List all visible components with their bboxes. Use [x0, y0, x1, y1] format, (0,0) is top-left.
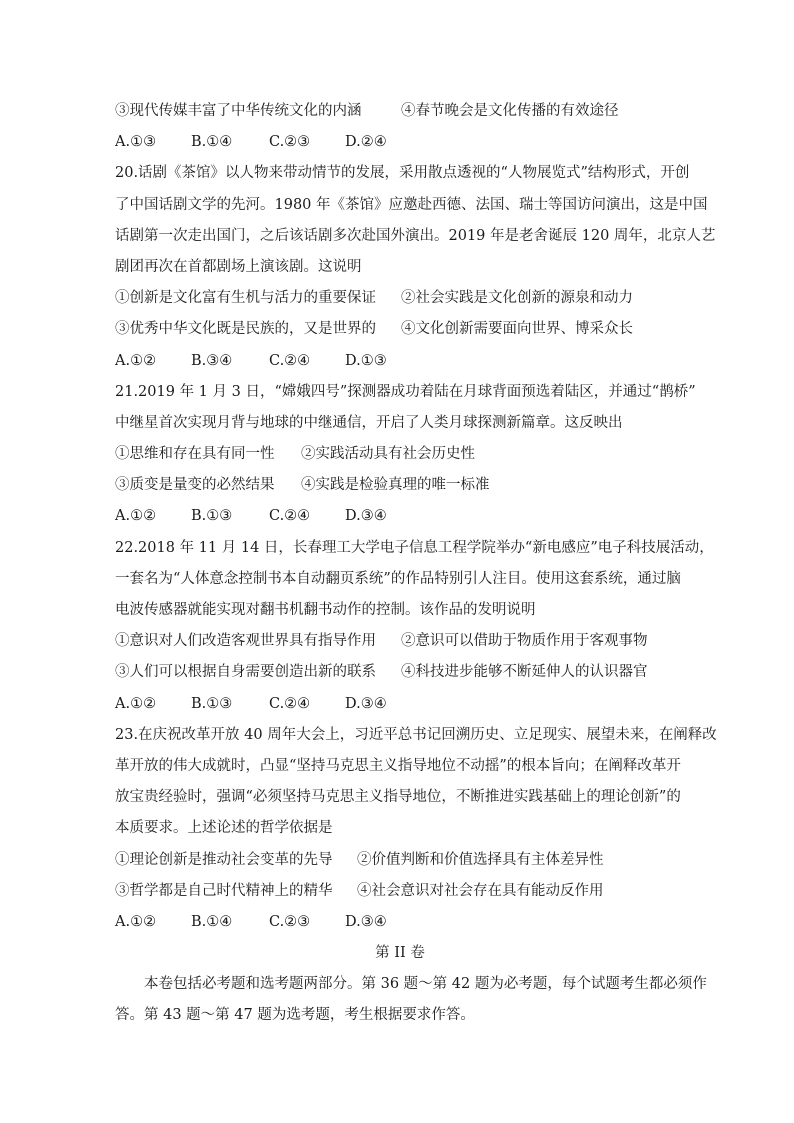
question-text-line: 中继星首次实现月背与地球的中继通信，开启了人类月球探测新篇章。这反映出: [115, 414, 623, 431]
statement-row: [115, 439, 685, 470]
question-text-line: 革开放的伟大成就时，凸显“坚持马克思主义指导地位不动摇”的根本旨向；在阐释改革开: [115, 757, 681, 774]
answer-options: [115, 907, 685, 938]
question-text-line: 一套名为“人体意念控制书本自动翻页系统”的作品特别引人注目。使用这套系统，通过脑: [115, 570, 681, 587]
question-text-line: 了中国话剧文学的先河。1980 年《茶馆》应邀赴西德、法国、瑞士等国访问演出，这是中国: [115, 196, 708, 213]
section-2: [115, 938, 707, 1032]
option-c: C.②④: [269, 352, 311, 369]
option-a: A.①②: [115, 352, 157, 369]
option-a: A.①②: [115, 913, 157, 930]
section-intro-line: 本卷包括必考题和选考题两部分。第 36 题～第 42 题为必考题，每个试题考生都必须作: [144, 976, 707, 993]
statement-4: ④文化创新需要面向世界、博采众长: [401, 321, 633, 338]
question-text-line: 23.在庆祝改革开放 40 周年大会上，习近平总书记回溯历史、立足现实、展望未来，在阐释改: [115, 726, 717, 743]
answer-options: [115, 501, 685, 532]
option-a: A.①③: [115, 134, 157, 151]
statement-4: ④科技进步能够不断延伸人的认识器官: [401, 664, 648, 681]
question-text-line: 22.2018 年 11 月 14 日，长春理工大学电子信息工程学院举办“新电感应”电子科技展活动，: [115, 539, 714, 556]
statement-1: ①理论创新是推动社会变革的先导: [115, 851, 333, 868]
statement-row: [115, 314, 685, 345]
question-text-line: 电波传感器就能实现对翻书机翻书动作的控制。该作品的发明说明: [115, 602, 536, 618]
question-23: [115, 720, 717, 938]
option-c: C.②③: [269, 913, 311, 930]
answer-options: [115, 346, 685, 377]
question-text-line: 放宝贵经验时，强调“必须坚持马克思主义指导地位，不断推进实践基础上的理论创新”的: [115, 789, 681, 806]
option-d: D.③④: [345, 508, 387, 525]
answer-options: [115, 127, 685, 158]
option-c: C.②④: [269, 695, 311, 712]
statement-3: ③哲学都是自己时代精神上的精华: [115, 882, 333, 899]
option-d: D.③④: [345, 913, 387, 930]
statement-3: ③优秀中华文化既是民族的，又是世界的: [115, 321, 376, 338]
statement-1: ①思维和存在具有同一性: [115, 446, 275, 463]
statement-row: [115, 96, 685, 127]
question-text-line: 剧团再次在首都剧场上演该剧。这说明: [115, 258, 362, 275]
option-b: B.③④: [191, 352, 233, 369]
statement-3: ③现代传媒丰富了中华传统文化的内涵: [115, 103, 362, 119]
answer-options: [115, 689, 685, 720]
statement-row: [115, 876, 685, 907]
question-21: [115, 377, 696, 533]
option-c: C.②④: [269, 508, 311, 525]
statement-row: [115, 626, 685, 657]
statement-row: [115, 283, 685, 314]
option-b: B.①④: [191, 913, 233, 930]
statement-4: ④社会意识对社会存在具有能动反作用: [357, 882, 604, 899]
statement-row: [115, 470, 685, 501]
option-a: A.①②: [115, 508, 157, 525]
statement-2: ②社会实践是文化创新的源泉和动力: [401, 290, 633, 307]
exam-page: [115, 96, 717, 1032]
statement-1: ①意识对人们改造客观世界具有指导作用: [115, 633, 376, 650]
statement-row: [115, 657, 685, 688]
statement-2: ②价值判断和价值选择具有主体差异性: [357, 851, 604, 868]
option-b: B.①④: [191, 134, 233, 151]
statement-3: ③质变是量变的必然结果: [115, 477, 275, 494]
section-title: 第 II 卷: [375, 945, 425, 962]
statement-2: ②实践活动具有社会历史性: [301, 446, 475, 463]
statement-4: ④春节晚会是文化传播的有效途径: [401, 103, 619, 119]
option-d: D.③④: [345, 695, 387, 712]
section-intro-line: 答。第 43 题～第 47 题为选考题，考生根据要求作答。: [115, 1007, 475, 1024]
statement-3: ③人们可以根据自身需要创造出新的联系: [115, 664, 376, 681]
statement-1: ①创新是文化富有生机与活力的重要保证: [115, 290, 376, 307]
question-22: [115, 533, 714, 720]
question-text-line: 本质要求。上述论述的哲学依据是: [115, 820, 333, 837]
statement-2: ②意识可以借助于物质作用于客观事物: [401, 633, 648, 650]
option-d: D.①③: [345, 352, 387, 369]
option-d: D.②④: [345, 134, 387, 151]
option-b: B.①③: [191, 508, 233, 525]
option-c: C.②③: [269, 134, 311, 151]
question-text-line: 话剧第一次走出国门，之后该话剧多次赴国外演出。2019 年是老舍诞辰 120 周年，北京人艺: [115, 227, 716, 244]
question-text-line: 21.2019 年 1 月 3 日，“嫦娥四号”探测器成功着陆在月球背面预选着陆区，并通过“鹊桥”: [115, 383, 696, 400]
option-a: A.①②: [115, 695, 157, 712]
statement-4: ④实践是检验真理的唯一标准: [301, 477, 490, 494]
option-b: B.①③: [191, 695, 233, 712]
question-20: [115, 158, 716, 376]
statement-row: [115, 845, 685, 876]
question-text-line: 20.话剧《茶馆》以人物来带动情节的发展，采用散点透视的“人物展览式”结构形式，开创: [115, 165, 690, 182]
